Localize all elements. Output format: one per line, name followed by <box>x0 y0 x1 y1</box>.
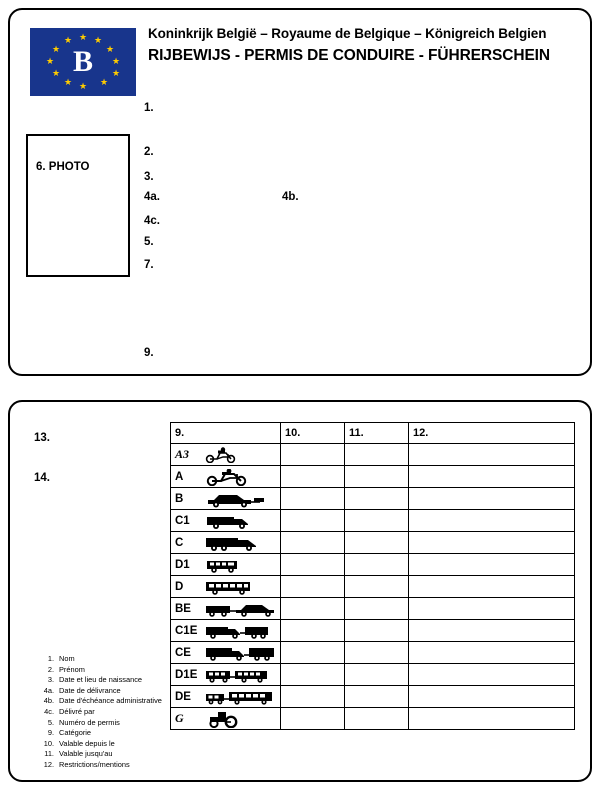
restrictions-cell <box>409 444 575 466</box>
validity-from-cell <box>281 642 345 664</box>
legend-number: 12. <box>43 759 54 769</box>
validity-until-cell <box>345 686 409 708</box>
legend-number: 2. <box>47 664 54 674</box>
category-code: C1E <box>175 624 198 637</box>
field-label-4a: 4a. <box>144 191 160 203</box>
legend-item <box>34 718 162 729</box>
restrictions-cell <box>409 510 575 532</box>
validity-from-cell <box>281 708 345 730</box>
restrictions-cell <box>409 598 575 620</box>
legend-text: Prénom <box>59 664 85 674</box>
validity-from-cell <box>281 664 345 686</box>
table-row <box>171 598 575 620</box>
bus-icon <box>204 579 264 595</box>
legend-text: Catégorie <box>59 728 92 738</box>
eu-flag <box>30 28 136 96</box>
validity-until-cell <box>345 532 409 554</box>
country-letter: B <box>72 45 93 78</box>
table-row <box>171 686 575 708</box>
column-header-10: 10. <box>281 423 345 444</box>
legend-item <box>34 675 162 686</box>
legend-item <box>34 749 162 760</box>
eu-star: ★ <box>51 44 61 54</box>
restrictions-cell <box>409 576 575 598</box>
category-code: D1E <box>175 668 198 681</box>
validity-from-cell <box>281 576 345 598</box>
legend-number: 11. <box>44 749 54 759</box>
table-row <box>171 576 575 598</box>
category-code: G <box>175 711 184 725</box>
validity-until-cell <box>345 620 409 642</box>
eu-star: ★ <box>111 56 121 66</box>
restrictions-cell <box>409 488 575 510</box>
validity-from-cell <box>281 532 345 554</box>
legend-item <box>34 686 162 697</box>
field-label-14: 14. <box>34 472 50 484</box>
licence-front-card <box>8 8 592 376</box>
eu-star: ★ <box>93 35 103 45</box>
eu-star: ★ <box>105 44 115 54</box>
column-header-12: 12. <box>409 423 575 444</box>
table-row <box>171 466 575 488</box>
document-title: RIJBEWIJS - PERMIS DE CONDUIRE - FÜHRERSCHEIN <box>148 47 550 64</box>
eu-star: ★ <box>111 68 121 78</box>
table-row <box>171 642 575 664</box>
validity-from-cell <box>281 620 345 642</box>
eu-star: ★ <box>45 56 55 66</box>
legend-text: Valable jusqu'au <box>59 749 113 759</box>
category-code: C <box>175 536 184 549</box>
category-cell-C1E <box>171 620 281 642</box>
table-row <box>171 620 575 642</box>
category-cell-D <box>171 576 281 598</box>
category-cell-DE <box>171 686 281 708</box>
legend-item <box>34 739 162 750</box>
table-row <box>171 532 575 554</box>
category-code: D <box>175 580 184 593</box>
legend-text: Délivré par <box>59 706 95 716</box>
minibus-icon <box>204 557 250 573</box>
column-header-11: 11. <box>345 423 409 444</box>
field-label-2: 2. <box>144 146 154 158</box>
table-row <box>171 444 575 466</box>
legend-text: Date d'échéance administrative <box>59 696 162 706</box>
category-cell-A <box>171 466 281 488</box>
photo-placeholder <box>26 134 130 277</box>
validity-until-cell <box>345 642 409 664</box>
validity-from-cell <box>281 554 345 576</box>
category-cell-C1 <box>171 510 281 532</box>
legend-item <box>34 707 162 718</box>
legend-number: 3. <box>47 675 54 685</box>
restrictions-cell <box>409 642 575 664</box>
category-code: CE <box>175 646 191 659</box>
validity-until-cell <box>345 664 409 686</box>
truck-icon <box>204 535 266 551</box>
category-code: C1 <box>175 514 190 527</box>
table-row <box>171 488 575 510</box>
minibus-trailer-icon <box>204 667 270 683</box>
eu-star: ★ <box>51 68 61 78</box>
photo-label: 6. PHOTO <box>36 161 90 173</box>
legend-list <box>34 654 162 771</box>
field-label-5: 5. <box>144 236 154 248</box>
legend-number: 9. <box>47 728 54 738</box>
eu-star: ★ <box>78 81 88 91</box>
car-with-trailer-icon <box>204 601 276 617</box>
category-cell-BE <box>171 598 281 620</box>
field-label-4b: 4b. <box>282 191 299 203</box>
category-code: DE <box>175 690 191 703</box>
small-truck-icon <box>204 513 258 529</box>
eu-star: ★ <box>63 35 73 45</box>
category-code: B <box>175 492 184 505</box>
legend-item <box>34 760 162 771</box>
licence-back-card <box>8 400 592 782</box>
legend-item <box>34 696 162 707</box>
legend-text: Numéro de permis <box>59 717 120 727</box>
restrictions-cell <box>409 466 575 488</box>
eu-star: ★ <box>99 77 109 87</box>
legend-number: 1. <box>47 654 54 663</box>
category-code: BE <box>175 602 191 615</box>
small-truck-trailer-icon <box>204 623 270 639</box>
table-row <box>171 554 575 576</box>
restrictions-cell <box>409 620 575 642</box>
validity-from-cell <box>281 488 345 510</box>
motorcycle-icon <box>204 469 252 485</box>
validity-until-cell <box>345 510 409 532</box>
field-label-3: 3. <box>144 171 154 183</box>
field-label-1: 1. <box>144 102 154 114</box>
validity-until-cell <box>345 598 409 620</box>
legend-text: Nom <box>59 654 75 663</box>
validity-until-cell <box>345 466 409 488</box>
validity-until-cell <box>345 576 409 598</box>
validity-from-cell <box>281 686 345 708</box>
column-header-9: 9. <box>171 423 281 444</box>
legend-number: 4a. <box>43 685 54 695</box>
category-cell-A3 <box>171 444 281 466</box>
legend-text: Restrictions/mentions <box>59 759 130 769</box>
category-code: A <box>175 470 184 483</box>
eu-star: ★ <box>63 77 73 87</box>
tractor-icon <box>204 711 244 727</box>
field-label-7: 7. <box>144 259 154 271</box>
legend-item <box>34 654 162 665</box>
categories-table <box>170 422 575 730</box>
legend-text: Date de délivrance <box>59 685 121 695</box>
legend-text: Valable depuis le <box>59 738 115 748</box>
table-row <box>171 510 575 532</box>
validity-until-cell <box>345 488 409 510</box>
category-cell-G <box>171 708 281 730</box>
validity-until-cell <box>345 444 409 466</box>
restrictions-cell <box>409 664 575 686</box>
document-country-title: Koninkrijk België – Royaume de Belgique – Königreich Belgien <box>148 26 547 41</box>
restrictions-cell <box>409 532 575 554</box>
legend-number: 4c. <box>44 706 54 716</box>
restrictions-cell <box>409 708 575 730</box>
table-row <box>171 664 575 686</box>
field-label-9: 9. <box>144 347 154 359</box>
category-cell-CE <box>171 642 281 664</box>
validity-from-cell <box>281 510 345 532</box>
validity-until-cell <box>345 554 409 576</box>
car-trailer-icon <box>204 491 266 507</box>
validity-from-cell <box>281 598 345 620</box>
restrictions-cell <box>409 686 575 708</box>
table-row <box>171 708 575 730</box>
category-cell-B <box>171 488 281 510</box>
category-cell-D1E <box>171 664 281 686</box>
legend-item <box>34 665 162 676</box>
restrictions-cell <box>409 554 575 576</box>
validity-from-cell <box>281 444 345 466</box>
bus-trailer-icon <box>204 689 274 705</box>
field-label-13: 13. <box>34 432 50 444</box>
truck-trailer-icon <box>204 645 276 661</box>
moped-icon <box>204 447 238 463</box>
legend-text: Date et lieu de naissance <box>59 675 142 685</box>
legend-number: 10. <box>43 738 54 748</box>
validity-until-cell <box>345 708 409 730</box>
table-header-row <box>171 423 575 444</box>
category-code: A3 <box>175 447 190 461</box>
legend-number: 5. <box>47 717 54 727</box>
field-label-4c: 4c. <box>144 215 160 227</box>
validity-from-cell <box>281 466 345 488</box>
category-code: D1 <box>175 558 190 571</box>
eu-star: ★ <box>78 32 88 42</box>
legend-number: 4b. <box>43 696 54 706</box>
legend-item <box>34 728 162 739</box>
category-cell-D1 <box>171 554 281 576</box>
category-cell-C <box>171 532 281 554</box>
